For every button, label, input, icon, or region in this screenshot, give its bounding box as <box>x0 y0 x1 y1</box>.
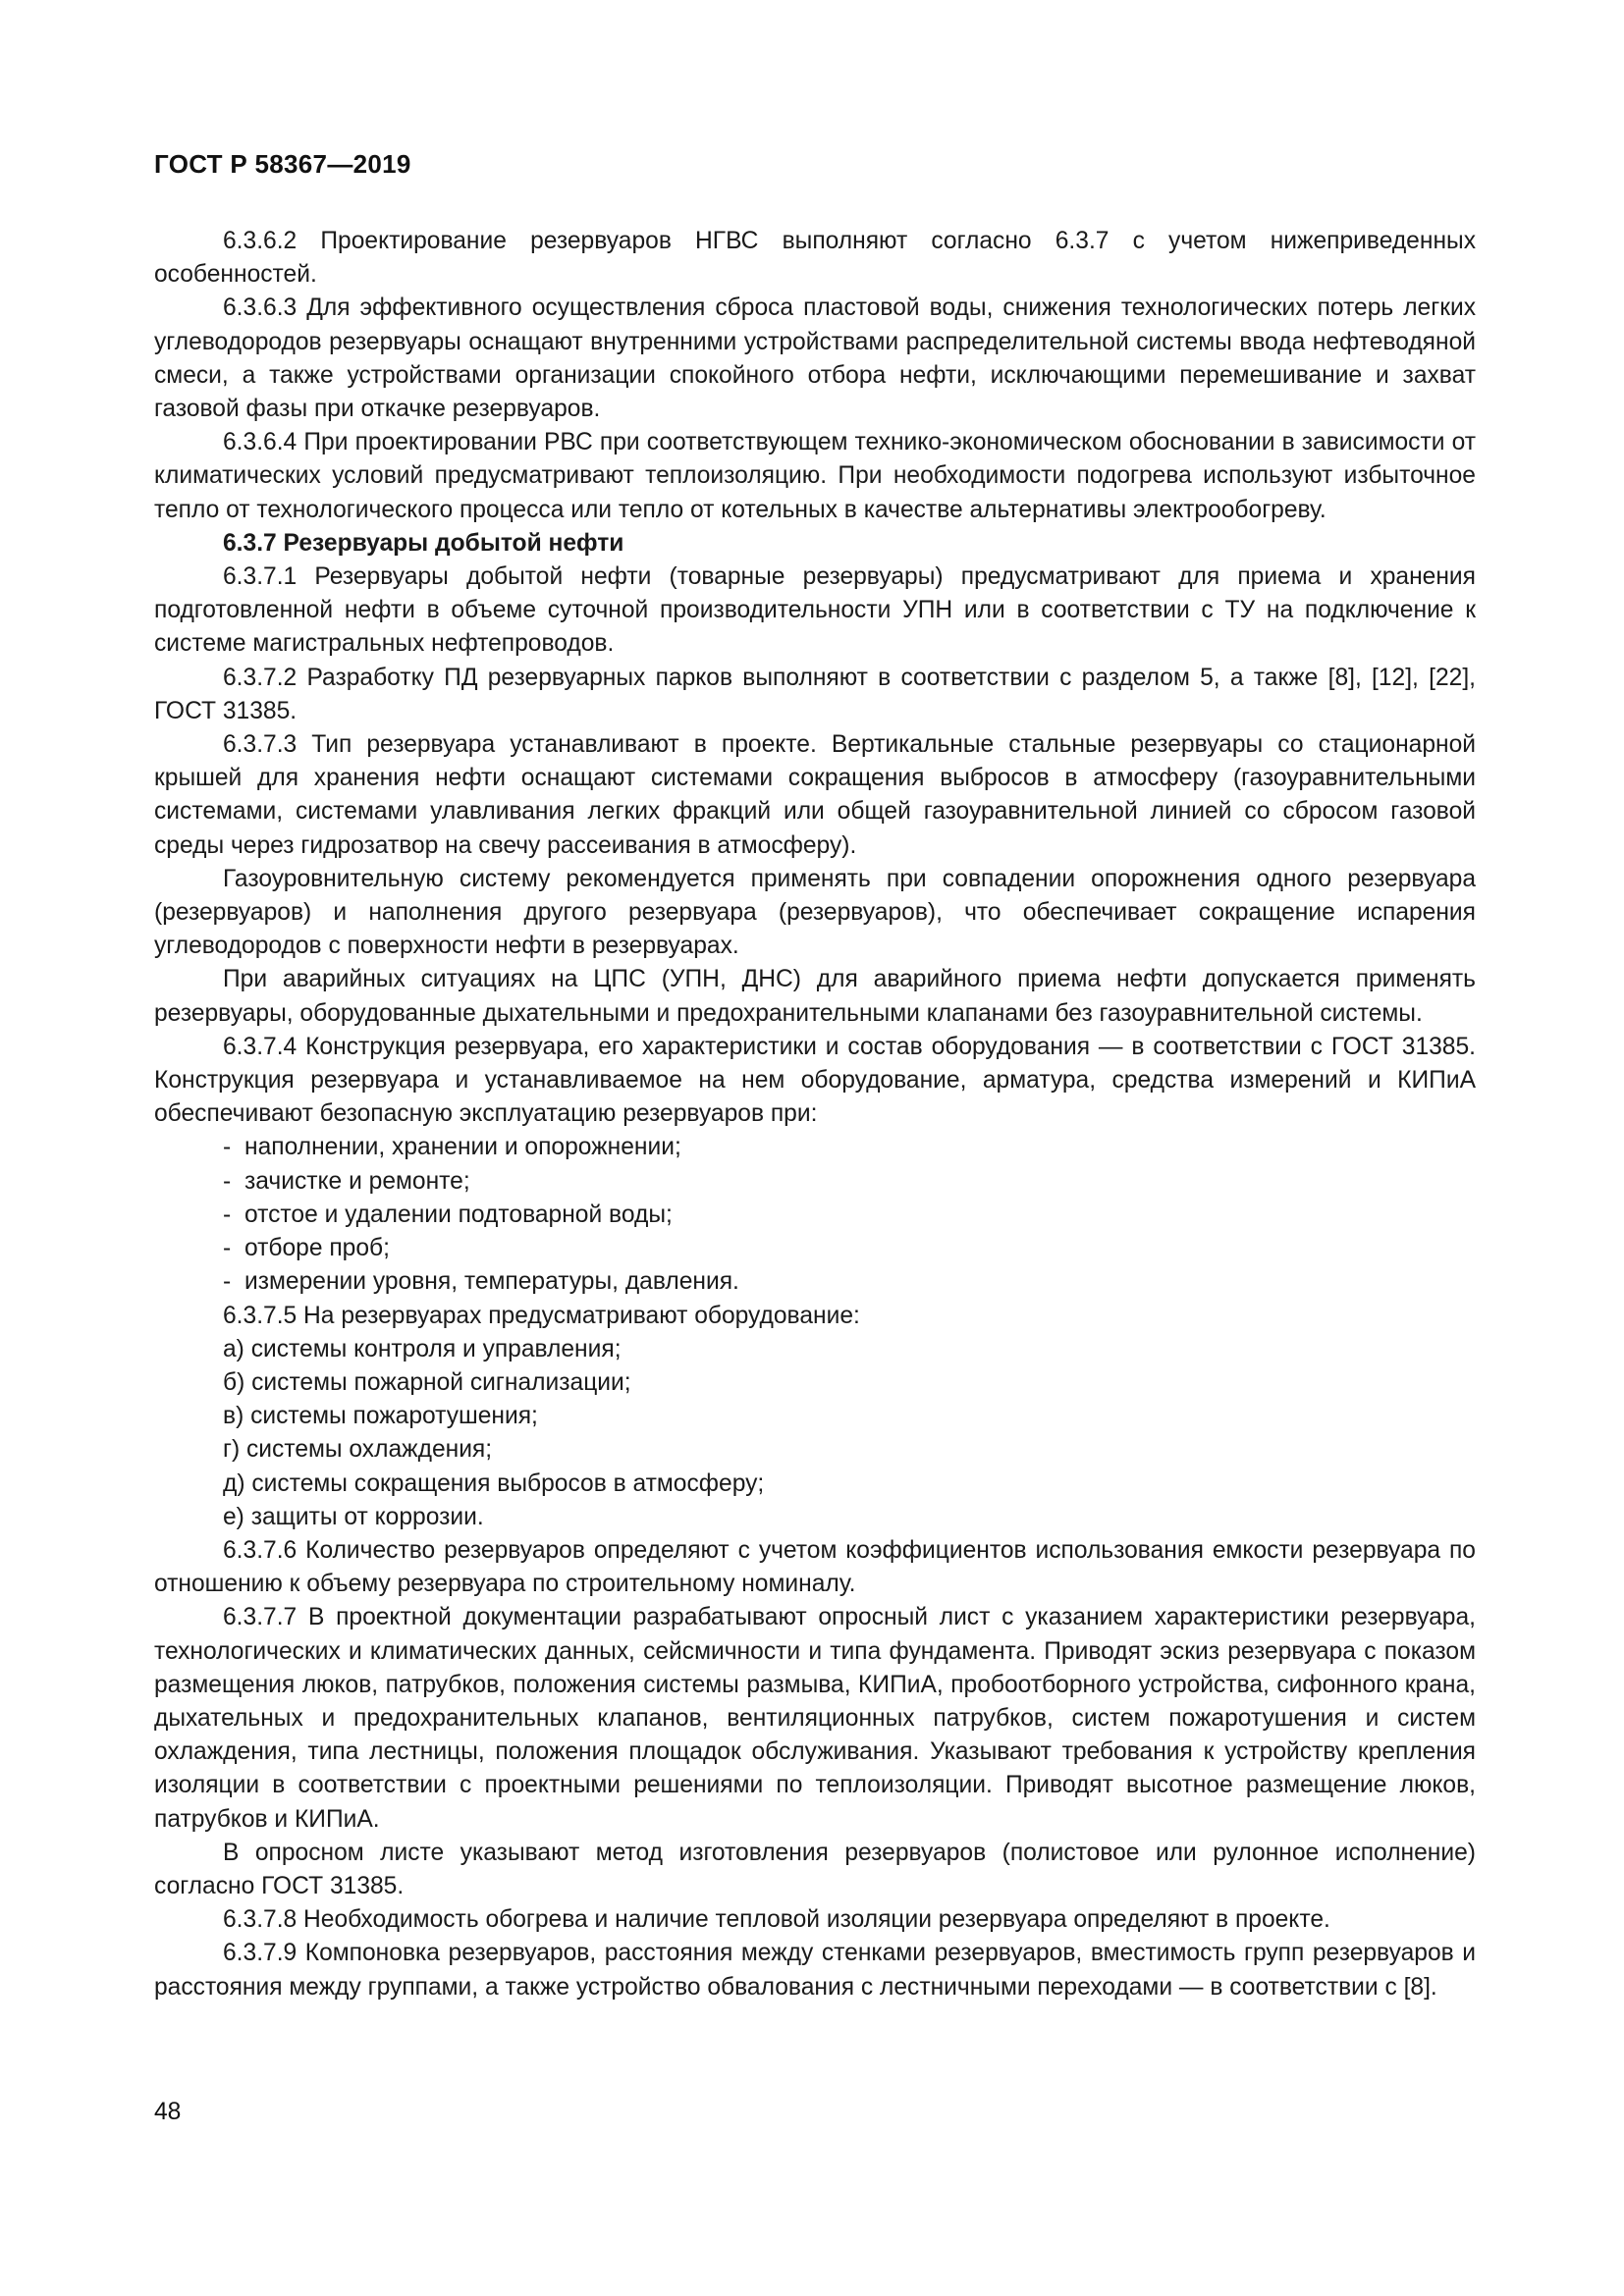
paragraph-6-3-6-2: 6.3.6.2 Проектирование резервуаров НГВС выполняют согласно 6.3.7 с учетом нижеприведенных особенностей. <box>154 228 1476 289</box>
page-number: 48 <box>154 2099 182 2125</box>
list-item-text: отборе проб; <box>244 1235 390 1262</box>
list-item <box>154 1165 1476 1199</box>
list-item <box>154 1232 1476 1265</box>
paragraph-6-3-7-4: 6.3.7.4 Конструкция резервуара, его характеристики и состав оборудования — в соответствии с ГОСТ 31385. Конструкция резервуара и устанавливаемое на нем оборудование, арматура, средства измерений и КИПиА обеспечивают безопасную эксплуатацию резервуаров при: <box>154 1033 1476 1128</box>
list-item-text: наполнении, хранении и опорожнении; <box>244 1134 681 1161</box>
dash-marker: - <box>223 1167 232 1195</box>
list-item <box>154 1265 1476 1299</box>
dash-marker: - <box>223 1268 232 1296</box>
paragraph-6-3-7-9: 6.3.7.9 Компоновка резервуаров, расстояния между стенками резервуаров, вместимость групп резервуаров и расстояния между группами, а также устройство обвалования с лестничными переходами — в соответствии с [8]. <box>154 1940 1476 2001</box>
paragraph-questionnaire: В опросном листе указывают метод изготовления резервуаров (полистовое или рулонное исполнение) согласно ГОСТ 31385. <box>154 1839 1476 1899</box>
list-item <box>154 1199 1476 1232</box>
list-item: в) системы пожаротушения; <box>223 1403 538 1430</box>
document-body <box>154 225 1476 2004</box>
paragraph-6-3-6-3: 6.3.6.3 Для эффективного осуществления сброса пластовой воды, снижения технологических потерь легких углеводородов резервуары оснащают внутренними устройствами распределительной системы ввода нефтеводяной смеси, а также устройствами организации спокойного отбора нефти, исключающими перемешивание и захват газовой фазы при откачке резервуаров. <box>154 294 1476 423</box>
paragraph-6-3-7-1: 6.3.7.1 Резервуары добытой нефти (товарные резервуары) предусматривают для приема и хранения подготовленной нефти в объеме суточной производительности УПН или в соответствии с ТУ на подключение к системе магистральных нефтепроводов. <box>154 563 1476 658</box>
list-item: е) защиты от коррозии. <box>223 1503 484 1530</box>
paragraph-6-3-6-4: 6.3.6.4 При проектировании РВС при соответствующем технико-экономическом обосновании в зависимости от климатических условий предусматривают теплоизоляцию. При необходимости подогрева используют избыточное тепло от технологического процесса или тепло от котельных в качестве альтернативы электрообогреву. <box>154 429 1476 523</box>
dash-marker: - <box>223 1201 232 1228</box>
paragraph-6-3-7-3: 6.3.7.3 Тип резервуара устанавливают в проекте. Вертикальные стальные резервуары со стационарной крышей для хранения нефти оснащают системами сокращения выбросов в атмосферу (газоуравнительными системами, системами улавливания легких фракций или общей газоуравнительной линией со сбросом газовой среды через гидрозатвор на свечу рассеивания в атмосферу). <box>154 731 1476 859</box>
dash-marker: - <box>223 1235 232 1262</box>
list-item-text: отстое и удалении подтоварной воды; <box>244 1201 673 1228</box>
list-item: а) системы контроля и управления; <box>223 1335 622 1362</box>
list-item-text: зачистке и ремонте; <box>244 1167 470 1195</box>
list-item <box>154 1131 1476 1164</box>
paragraph-6-3-7-8: 6.3.7.8 Необходимость обогрева и наличие тепловой изоляции резервуара определяют в проекте. <box>223 1906 1330 1934</box>
list-item: г) системы охлаждения; <box>223 1436 493 1464</box>
section-heading-6-3-7: 6.3.7 Резервуары добытой нефти <box>223 529 624 557</box>
paragraph-gas-equalizing: Газоуровнительную систему рекомендуется применять при совпадении опорожнения одного резервуара (резервуаров) и наполнения другого резервуара (резервуаров), что обеспечивает сокращение испарения углеводородов с поверхности нефти в резервуарах. <box>154 865 1476 960</box>
paragraph-6-3-7-6: 6.3.7.6 Количество резервуаров определяют с учетом коэффициентов использования емкости резервуара по отношению к объему резервуара по строительному номиналу. <box>154 1536 1476 1598</box>
list-item-text: измерении уровня, температуры, давления. <box>244 1268 739 1296</box>
list-item: д) системы сокращения выбросов в атмосферу; <box>223 1469 765 1497</box>
list-item: б) системы пожарной сигнализации; <box>223 1368 631 1396</box>
paragraph-emergency: При аварийных ситуациях на ЦПС (УПН, ДНС) для аварийного приема нефти допускается применять резервуары, оборудованные дыхательными и предохранительными клапанами без газоуравнительной системы. <box>154 966 1476 1027</box>
paragraph-6-3-7-7: 6.3.7.7 В проектной документации разрабатывают опросный лист с указанием характеристики резервуара, технологических и климатических данных, сейсмичности и типа фундамента. Приводят эскиз резервуара с показом размещения люков, патрубков, положения системы размыва, КИПиА, пробоотборного устройства, сифонного крана, дыхательных и предохранительных клапанов, вентиляционных патрубков, систем пожаротушения и систем охлаждения, типа лестницы, положения площадок обслуживания. Указывают требования к устройству крепления изоляции в соответствии с проектными решениями по теплоизоляции. Приводят высотное размещение люков, патрубков и КИПиА. <box>154 1604 1476 1833</box>
dash-marker: - <box>223 1134 232 1161</box>
paragraph-6-3-7-5: 6.3.7.5 На резервуарах предусматривают оборудование: <box>223 1302 860 1329</box>
document-header: ГОСТ Р 58367—2019 <box>154 149 411 179</box>
paragraph-6-3-7-2: 6.3.7.2 Разработку ПД резервуарных парков выполняют в соответствии с разделом 5, а также [8], [12], [22], ГОСТ 31385. <box>154 664 1476 724</box>
